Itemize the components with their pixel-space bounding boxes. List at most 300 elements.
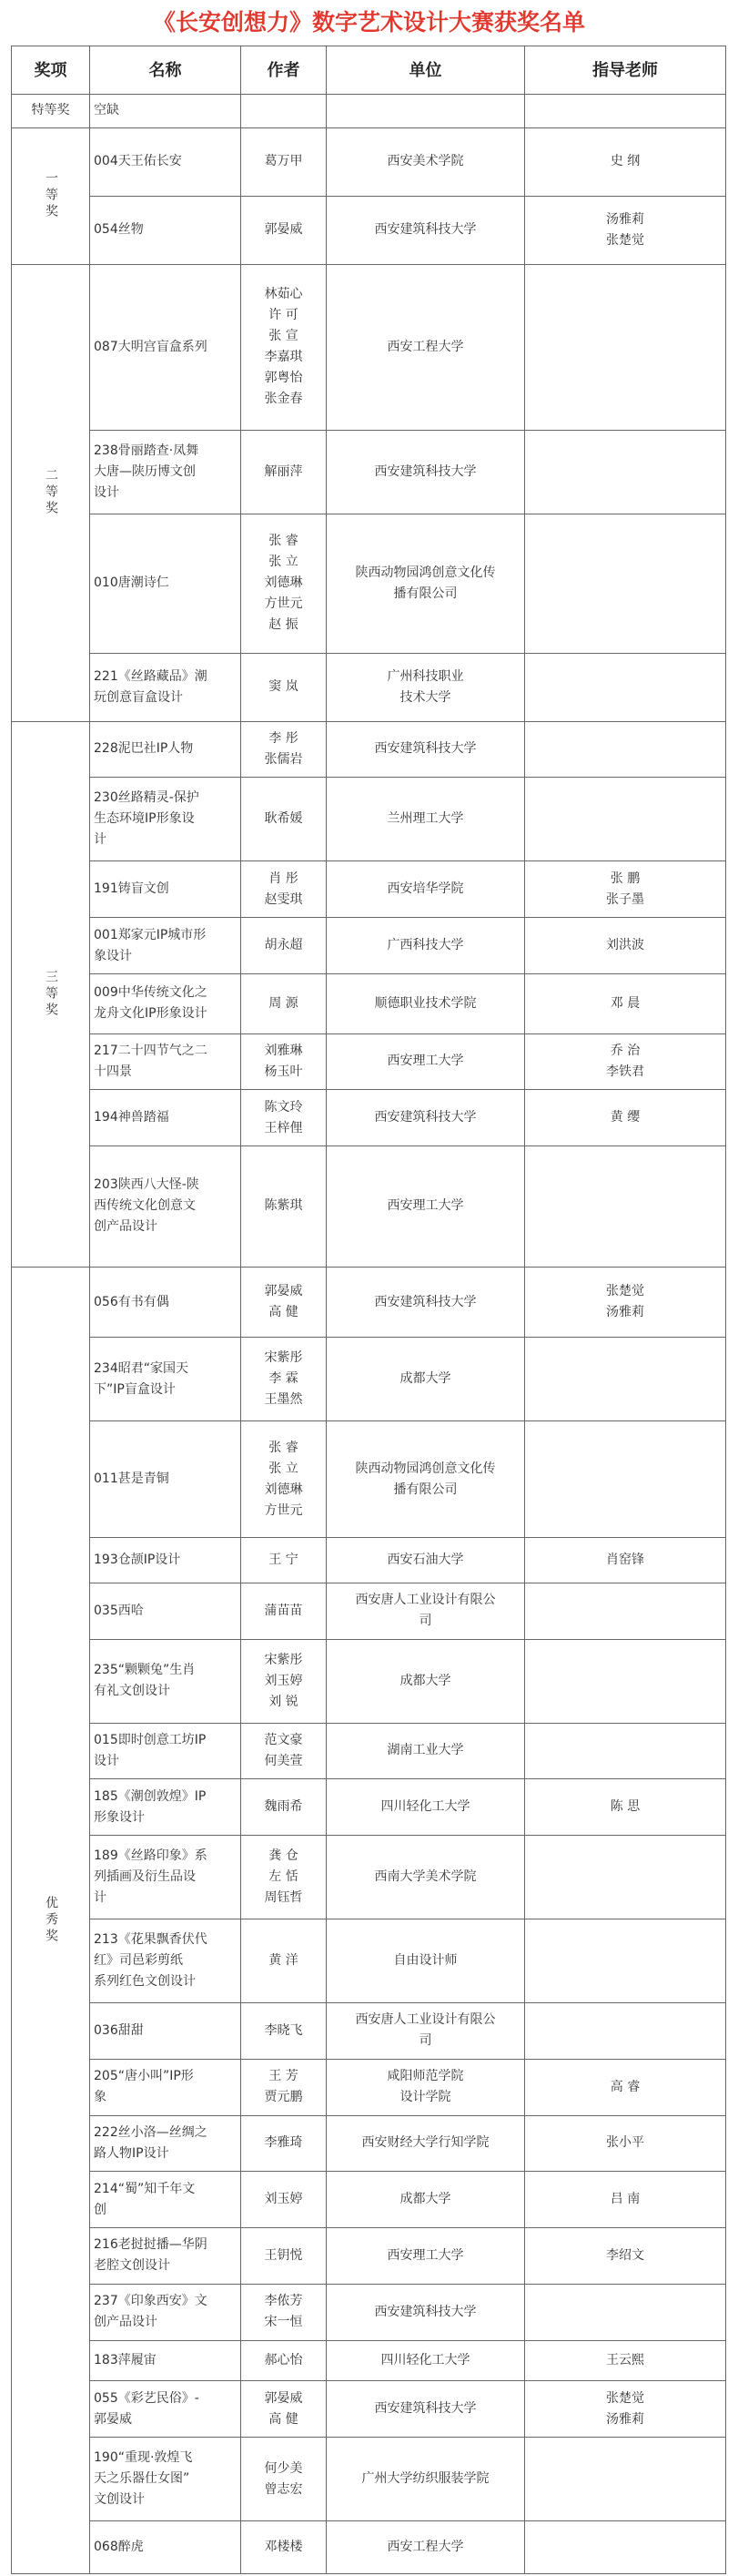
work-name-cell	[90, 918, 241, 974]
advisors-cell	[525, 1919, 726, 2003]
work-name-cell	[90, 2284, 241, 2340]
authors-line: 李嘉琪	[264, 350, 303, 365]
authors-line: 赵 振	[268, 617, 298, 633]
name-line: 190“重现·敦煌飞	[94, 2450, 193, 2466]
authors-line: 张 立	[268, 555, 298, 570]
table-row	[12, 196, 726, 264]
name-line: 217二十四节气之二	[94, 1043, 207, 1058]
unit-cell	[327, 1537, 525, 1583]
authors-line: 张 睿	[268, 534, 298, 549]
unit-cell	[327, 2003, 525, 2060]
name-line: 设计	[94, 485, 119, 501]
advisors-line: 张楚觉	[606, 2390, 644, 2406]
authors-cell	[241, 653, 327, 721]
authors-cell	[241, 1639, 327, 1723]
name-line: 230丝路精灵-保护	[94, 790, 199, 806]
unit-line: 自由设计师	[393, 1953, 458, 1969]
table-row	[12, 2284, 726, 2340]
table-row	[12, 1033, 726, 1090]
authors-cell	[241, 2284, 327, 2340]
advisors-line: 李铁君	[606, 1064, 644, 1079]
advisors-line: 汤雅莉	[606, 211, 644, 227]
name-line: 创产品设计	[94, 1219, 157, 1235]
advisors-cell	[525, 2381, 726, 2438]
authors-line: 张 立	[268, 1461, 298, 1476]
authors-line: 葛万甲	[264, 154, 303, 169]
table-row	[12, 1338, 726, 1421]
authors-cell	[241, 1421, 327, 1537]
table-row	[12, 1639, 726, 1723]
unit-line: 广州大学纺织服装学院	[361, 2471, 490, 2487]
unit-cell	[327, 973, 525, 1033]
name-line: 郭晏威	[94, 2411, 132, 2427]
advisors-cell	[525, 514, 726, 653]
work-name-cell	[90, 778, 241, 861]
work-name-cell	[90, 653, 241, 721]
work-name-cell	[90, 2172, 241, 2228]
authors-line: 龚 仓	[268, 1848, 298, 1864]
name-line: 路人物IP设计	[94, 2145, 169, 2161]
authors-cell	[241, 196, 327, 264]
table-row	[12, 2521, 726, 2574]
advisors-cell	[525, 264, 726, 431]
name-line: 玩创意盲盒设计	[94, 689, 183, 705]
name-line: 创	[94, 2202, 106, 2217]
advisors-cell	[525, 1338, 726, 1421]
unit-line: 技术大学	[399, 689, 451, 705]
name-line: 计	[94, 1890, 106, 1906]
authors-line: 陈紫琪	[264, 1198, 303, 1214]
name-line: 087大明宫盲盒系列	[94, 339, 207, 354]
advisors-cell	[525, 653, 726, 721]
authors-line: 邓楼楼	[264, 2540, 303, 2555]
authors-cell	[241, 2003, 327, 2060]
advisors-cell	[525, 2115, 726, 2172]
authors-line: 陈文玲	[264, 1099, 303, 1115]
table-row	[12, 1723, 726, 1779]
authors-cell	[241, 918, 327, 974]
authors-line: 周钰哲	[264, 1890, 303, 1906]
unit-line: 西安工程大学	[387, 339, 464, 354]
unit-cell	[327, 653, 525, 721]
work-name-cell	[90, 2115, 241, 2172]
table-row	[12, 1779, 726, 1836]
work-name-cell	[90, 1267, 241, 1338]
name-line: 056有书有偶	[94, 1294, 169, 1309]
authors-line: 胡永超	[264, 938, 303, 952]
advisors-cell	[525, 1421, 726, 1537]
advisors-cell	[525, 1583, 726, 1639]
advisors-line: 李绍文	[606, 2247, 644, 2263]
header-unit: 单位	[327, 46, 525, 95]
unit-cell	[327, 431, 525, 514]
name-line: 创产品设计	[94, 2315, 157, 2330]
work-name-cell	[90, 514, 241, 653]
unit-cell	[327, 2228, 525, 2285]
award-category: 优秀奖	[12, 1267, 90, 2573]
name-line: 185《潮创敦煌》IP	[94, 1788, 207, 1804]
unit-cell	[327, 1421, 525, 1537]
name-line: 计	[94, 832, 106, 848]
authors-cell	[241, 1919, 327, 2003]
work-name-cell	[90, 2340, 241, 2381]
unit-cell	[327, 1146, 525, 1268]
table-row	[12, 1090, 726, 1146]
unit-cell	[327, 2340, 525, 2381]
authors-line: 王墨然	[264, 1392, 303, 1408]
authors-line: 刘玉婷	[264, 1673, 303, 1688]
work-name-cell	[90, 2521, 241, 2574]
unit-cell	[327, 1723, 525, 1779]
advisors-line: 张小平	[606, 2135, 644, 2151]
name-line: 221《丝路藏品》潮	[94, 668, 207, 684]
work-name-cell	[90, 2003, 241, 2060]
advisors-cell	[525, 721, 726, 778]
unit-line: 西安建筑科技大学	[374, 464, 477, 480]
award-category: 三等奖	[12, 721, 90, 1267]
name-line: 203陕西八大怪-陕	[94, 1177, 199, 1193]
advisors-line: 黄 缨	[610, 1110, 641, 1125]
name-line: 象设计	[94, 948, 132, 963]
unit-line: 咸阳师范学院	[387, 2069, 464, 2084]
advisors-cell	[525, 431, 726, 514]
authors-line: 刘 锐	[268, 1694, 298, 1709]
authors-cell	[241, 1146, 327, 1268]
authors-line: 郝心怡	[264, 2352, 303, 2367]
unit-line: 西安建筑科技大学	[374, 222, 477, 238]
authors-line: 刘德琳	[264, 1481, 303, 1497]
authors-cell	[241, 2521, 327, 2574]
advisors-cell	[525, 1146, 726, 1268]
authors-line: 刘德琳	[264, 575, 303, 591]
name-line: 红》司邑彩剪纸	[94, 1953, 183, 1969]
name-line: 068醉虎	[94, 2540, 144, 2555]
authors-line: 周 源	[268, 995, 298, 1011]
name-line: 大唐—陕历博文创	[94, 464, 196, 480]
work-name-cell	[90, 2228, 241, 2285]
work-name-cell	[90, 431, 241, 514]
unit-cell	[327, 2172, 525, 2228]
award-table-body	[12, 95, 726, 2574]
authors-cell	[241, 1338, 327, 1421]
authors-line: 刘雅琳	[264, 1043, 303, 1058]
advisors-cell	[525, 2059, 726, 2115]
table-row	[12, 1836, 726, 1919]
advisors-cell	[525, 95, 726, 128]
unit-line: 西安理工大学	[387, 1054, 464, 1069]
table-row	[12, 1919, 726, 2003]
name-line: 194神兽踏福	[94, 1110, 169, 1125]
unit-cell	[327, 1919, 525, 2003]
authors-line: 张金春	[264, 392, 303, 407]
name-line: 191铸盲文创	[94, 881, 169, 897]
unit-line: 西安美术学院	[387, 154, 464, 169]
advisors-cell	[525, 2521, 726, 2574]
unit-line: 司	[419, 2033, 432, 2049]
advisors-cell	[525, 1090, 726, 1146]
name-line: 235“颗颗兔”生肖	[94, 1663, 196, 1678]
table-row	[12, 1583, 726, 1639]
unit-line: 西安石油大学	[387, 1552, 464, 1567]
unit-cell	[327, 778, 525, 861]
unit-line: 西安财经大学行知学院	[361, 2135, 490, 2151]
authors-cell	[241, 1267, 327, 1338]
header-author: 作者	[241, 46, 327, 95]
authors-line: 宋一恒	[264, 2315, 303, 2330]
authors-cell	[241, 973, 327, 1033]
unit-cell	[327, 1779, 525, 1836]
advisors-cell	[525, 127, 726, 196]
authors-cell	[241, 2438, 327, 2521]
unit-line: 西安建筑科技大学	[374, 741, 477, 757]
authors-line: 刘玉婷	[264, 2192, 303, 2207]
authors-cell	[241, 127, 327, 196]
advisors-line: 张 鹏	[610, 871, 641, 886]
table-row	[12, 95, 726, 128]
unit-cell	[327, 721, 525, 778]
work-name-cell	[90, 196, 241, 264]
authors-line: 高 健	[268, 1305, 298, 1320]
table-row	[12, 2003, 726, 2060]
unit-cell	[327, 514, 525, 653]
advisors-cell	[525, 1267, 726, 1338]
authors-line: 肖 彤	[268, 871, 298, 886]
unit-line: 播有限公司	[393, 1481, 458, 1497]
unit-line: 西安理工大学	[387, 1198, 464, 1214]
authors-line: 蒲苗苗	[264, 1603, 303, 1618]
advisors-line: 邓 晨	[610, 995, 641, 1011]
work-name-cell	[90, 1146, 241, 1268]
name-line: 183萍履宙	[94, 2352, 157, 2367]
name-line: 010唐潮诗仁	[94, 575, 169, 591]
unit-cell	[327, 2284, 525, 2340]
advisors-line: 汤雅莉	[606, 2411, 644, 2427]
table-row	[12, 431, 726, 514]
name-line: 036甜甜	[94, 2022, 144, 2038]
award-category: 一等奖	[12, 127, 90, 264]
name-line: 系列红色文创设计	[94, 1974, 196, 1990]
unit-cell	[327, 264, 525, 431]
authors-cell	[241, 861, 327, 918]
authors-cell	[241, 1779, 327, 1836]
authors-line: 李晓飞	[264, 2022, 303, 2038]
authors-line: 张 宣	[268, 329, 298, 344]
unit-line: 四川轻化工大学	[380, 2352, 470, 2367]
name-line: 009中华传统文化之	[94, 985, 207, 1001]
authors-line: 黄 洋	[268, 1953, 298, 1969]
name-line: 011甚是青铜	[94, 1471, 169, 1487]
authors-line: 许 可	[268, 308, 298, 323]
advisors-line: 史 纲	[610, 154, 641, 169]
authors-cell	[241, 2059, 327, 2115]
name-line: 189《丝路印象》系	[94, 1848, 207, 1864]
authors-cell	[241, 2115, 327, 2172]
name-line: 列插画及衍生品设	[94, 1869, 196, 1885]
authors-cell	[241, 1033, 327, 1090]
authors-line: 赵雯琪	[264, 891, 303, 907]
table-row	[12, 1146, 726, 1268]
work-name-cell	[90, 1723, 241, 1779]
authors-line: 王 芳	[268, 2069, 298, 2084]
name-line: 193仓颉IP设计	[94, 1552, 181, 1567]
advisors-cell	[525, 918, 726, 974]
advisors-cell	[525, 2172, 726, 2228]
name-line: 214“蜀”知千年文	[94, 2181, 196, 2196]
authors-cell	[241, 1723, 327, 1779]
authors-line: 耿希媛	[264, 811, 303, 827]
name-line: 004天王佑长安	[94, 154, 182, 169]
work-name-cell	[90, 1836, 241, 1919]
header-award: 奖项	[12, 46, 90, 95]
authors-cell	[241, 778, 327, 861]
table-row	[12, 1537, 726, 1583]
unit-cell	[327, 1338, 525, 1421]
table-row	[12, 2228, 726, 2285]
name-line: 龙舟文化IP形象设计	[94, 1006, 207, 1022]
unit-line: 西安唐人工业设计有限公	[355, 2012, 496, 2028]
unit-cell	[327, 1090, 525, 1146]
authors-cell	[241, 1537, 327, 1583]
name-line: 老腔文创设计	[94, 2258, 170, 2274]
unit-line: 播有限公司	[393, 585, 458, 601]
unit-line: 成都大学	[399, 2192, 451, 2207]
authors-line: 李 彤	[268, 730, 298, 746]
authors-line: 何少美	[264, 2460, 303, 2476]
authors-line: 王梓俚	[264, 1120, 303, 1135]
work-name-cell	[90, 95, 241, 128]
authors-line: 窦 岚	[268, 679, 298, 695]
authors-line: 宋紫彤	[264, 1350, 303, 1366]
advisors-cell	[525, 1537, 726, 1583]
advisors-cell	[525, 2438, 726, 2521]
name-line: 205“唐小叫”IP形	[94, 2069, 194, 2084]
authors-line: 范文豪	[264, 1732, 303, 1747]
unit-line: 西南大学美术学院	[374, 1869, 477, 1885]
header-name: 名称	[90, 46, 241, 95]
name-line: 象	[94, 2090, 106, 2105]
authors-cell	[241, 721, 327, 778]
table-row	[12, 918, 726, 974]
advisors-cell	[525, 1836, 726, 1919]
unit-cell	[327, 2438, 525, 2521]
authors-cell	[241, 514, 327, 653]
name-line: 228泥巴社IP人物	[94, 741, 194, 757]
name-line: 文创设计	[94, 2492, 145, 2508]
name-line: 001郑家元IP城市形	[94, 927, 207, 942]
authors-line: 张儒岩	[264, 751, 303, 767]
table-row	[12, 2340, 726, 2381]
authors-line: 魏雨希	[264, 1799, 303, 1815]
unit-line: 西安建筑科技大学	[374, 2401, 477, 2417]
authors-cell	[241, 1090, 327, 1146]
header-advisor: 指导老师	[525, 46, 726, 95]
unit-cell	[327, 861, 525, 918]
name-line: 237《印象西安》文	[94, 2294, 207, 2309]
authors-cell	[241, 2172, 327, 2228]
advisors-cell	[525, 973, 726, 1033]
authors-line: 曾志宏	[264, 2481, 303, 2497]
name-line: 015即时创意工坊IP	[94, 1732, 207, 1747]
advisors-cell	[525, 861, 726, 918]
name-line: 035西哈	[94, 1603, 144, 1618]
authors-line: 王 宁	[268, 1552, 298, 1567]
table-row	[12, 2438, 726, 2521]
unit-line: 西安工程大学	[387, 2540, 464, 2555]
name-line: 十四景	[94, 1064, 132, 1079]
name-line: 天之乐器仕女图”	[94, 2471, 190, 2487]
authors-line: 高 健	[268, 2411, 298, 2427]
name-line: 生态环境IP形象设	[94, 811, 195, 827]
unit-line: 西安建筑科技大学	[374, 2304, 477, 2319]
unit-cell	[327, 2521, 525, 2574]
work-name-cell	[90, 1639, 241, 1723]
work-name-cell	[90, 1919, 241, 2003]
authors-line: 左 恬	[268, 1869, 298, 1885]
advisors-line: 乔 治	[610, 1043, 641, 1058]
authors-cell	[241, 2381, 327, 2438]
advisors-cell	[525, 1033, 726, 1090]
name-line: 空缺	[94, 103, 119, 118]
work-name-cell	[90, 2438, 241, 2521]
authors-line: 宋紫彤	[264, 1652, 303, 1667]
unit-line: 顺德职业技术学院	[374, 995, 477, 1011]
authors-line: 杨玉叶	[264, 1064, 303, 1079]
table-row	[12, 1267, 726, 1338]
unit-line: 兰州理工大学	[387, 811, 464, 827]
unit-line: 陕西动物园鸿创意文化传	[355, 565, 496, 580]
unit-line: 成都大学	[399, 1673, 451, 1688]
name-line: 西传统文化创意文	[94, 1198, 196, 1214]
advisors-line: 张楚觉	[606, 232, 644, 248]
work-name-cell	[90, 1583, 241, 1639]
name-line: 213《花果飘香伏代	[94, 1932, 207, 1948]
authors-cell	[241, 2340, 327, 2381]
authors-line: 方世元	[264, 596, 303, 612]
unit-cell	[327, 2059, 525, 2115]
authors-cell	[241, 1583, 327, 1639]
unit-cell	[327, 196, 525, 264]
advisors-cell	[525, 196, 726, 264]
unit-cell	[327, 1583, 525, 1639]
unit-line: 西安唐人工业设计有限公	[355, 1593, 496, 1608]
unit-cell	[327, 2115, 525, 2172]
work-name-cell	[90, 2059, 241, 2115]
authors-line: 李侬芳	[264, 2294, 303, 2309]
authors-cell	[241, 431, 327, 514]
authors-line: 方世元	[264, 1502, 303, 1518]
table-row	[12, 2172, 726, 2228]
work-name-cell	[90, 1537, 241, 1583]
advisors-cell	[525, 2340, 726, 2381]
advisors-cell	[525, 1639, 726, 1723]
advisors-line: 陈 思	[610, 1799, 641, 1815]
unit-line: 设计学院	[399, 2090, 451, 2105]
unit-line: 四川轻化工大学	[380, 1799, 470, 1815]
work-name-cell	[90, 861, 241, 918]
work-name-cell	[90, 721, 241, 778]
work-name-cell	[90, 1779, 241, 1836]
advisors-cell	[525, 2003, 726, 2060]
page-title: 《长安创想力》数字艺术设计大赛获奖名单	[152, 9, 585, 36]
unit-line: 西安建筑科技大学	[374, 1294, 477, 1309]
table-row	[12, 973, 726, 1033]
advisors-line: 吕 南	[610, 2192, 641, 2207]
advisors-cell	[525, 2228, 726, 2285]
authors-line: 解丽萍	[264, 464, 303, 480]
authors-cell	[241, 264, 327, 431]
authors-cell	[241, 1836, 327, 1919]
unit-line: 西安理工大学	[387, 2247, 464, 2263]
